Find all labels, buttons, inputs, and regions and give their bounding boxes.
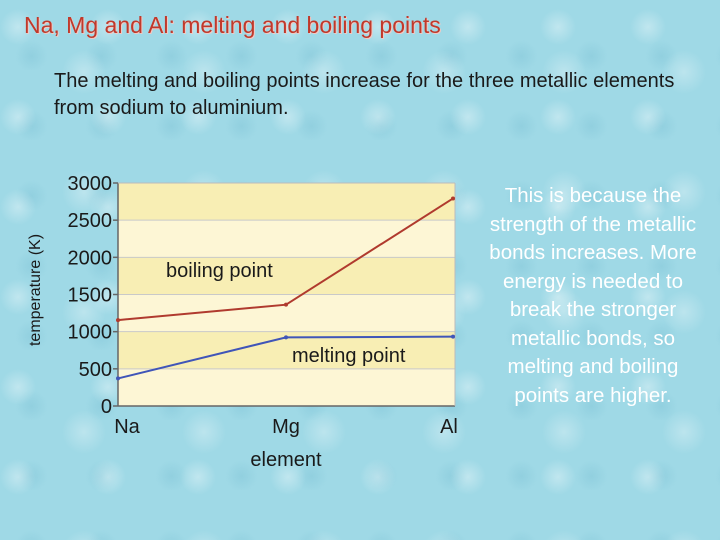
melting-point-marker [284,335,288,339]
x-tick-label: Al [440,416,458,438]
y-tick-label: 1000 [67,321,112,344]
y-tick-label: 2000 [67,247,112,270]
slide-title: Na, Mg and Al: melting and boiling points [24,12,441,38]
plot-band [118,183,455,220]
y-tick-label: 0 [100,396,112,418]
boiling-point-marker [284,303,288,307]
x-tick-label: Na [114,416,140,438]
boiling-point-marker [116,318,120,322]
y-tick-label: 2500 [67,210,112,233]
series-label-melting: melting point [292,345,406,367]
y-tick-label: 1500 [67,284,112,307]
melting-point-marker [116,376,120,380]
y-tick-label: 500 [78,358,112,381]
x-tick-labels [114,416,458,438]
x-tick-label: Mg [272,416,300,438]
series-label-boiling: boiling point [166,260,273,282]
melting-point-marker [451,335,455,339]
boiling-point-marker [451,196,455,200]
y-axis-title: temperature (K) [27,233,44,347]
x-axis-title: element [250,449,322,471]
plot-band [118,369,455,406]
y-tick-label: 3000 [67,173,112,195]
explanation-text: This is because the strength of the metallic bonds increases. More energy is needed to break the stronger metallic bonds, so melting and boiling points are higher. [489,184,697,407]
plot-band [118,295,455,332]
plot-band [118,220,455,257]
intro-text: The melting and boiling points increase for the three metallic elements from sodium to aluminium. [54,70,675,119]
y-tick-labels [68,173,113,418]
